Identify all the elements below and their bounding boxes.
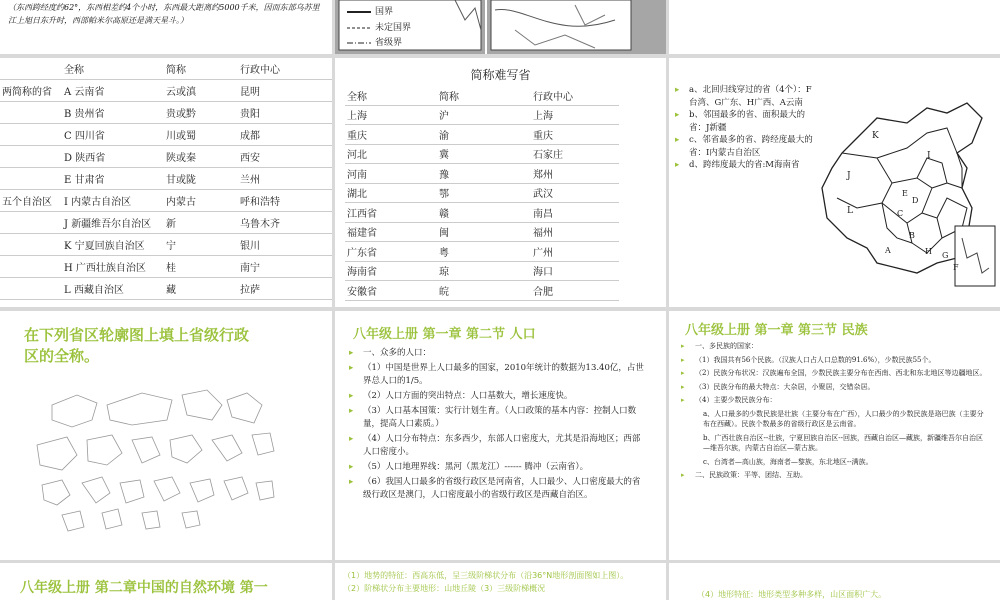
cell-capital: 上海 bbox=[531, 105, 619, 125]
slide-terrain bbox=[335, 563, 666, 600]
cell-full: 上海 bbox=[345, 105, 437, 125]
cell-abbr: 内蒙古 bbox=[164, 190, 238, 212]
cell-abbr: 闽 bbox=[437, 222, 531, 242]
map-label-b: B bbox=[909, 231, 915, 240]
extremes-list bbox=[675, 84, 813, 172]
map-label-e: E bbox=[902, 189, 908, 198]
table-row bbox=[345, 242, 619, 262]
group-label bbox=[0, 234, 62, 256]
cell-capital: 银川 bbox=[238, 234, 332, 256]
list-item: ▸ a、北回归线穿过的省（4个）：F台湾、G广东、H广西、A云南 bbox=[675, 85, 812, 108]
cell-abbr: 川或蜀 bbox=[164, 124, 238, 146]
cell-full: 福建省 bbox=[345, 222, 437, 242]
cell-abbr: 陕或秦 bbox=[164, 146, 238, 168]
slide-province-table bbox=[0, 58, 332, 307]
group-label: 两简称的省 bbox=[0, 80, 62, 102]
map-label-a: A bbox=[885, 246, 891, 255]
header-capital: 行政中心 bbox=[531, 86, 619, 105]
table-row bbox=[345, 105, 619, 125]
cell-full: E 甘肃省 bbox=[62, 168, 164, 190]
table-row bbox=[345, 125, 619, 145]
table-row bbox=[345, 261, 619, 281]
list-item: ▸ （4）主要少数民族分布： bbox=[681, 396, 777, 404]
list-item: ▸ （1）中国是世界上人口最多的国家，2010年统计的数据为13.40亿，占世界总人口的1/5。 bbox=[349, 363, 644, 386]
map-label-l: L bbox=[847, 206, 853, 216]
table-row bbox=[345, 222, 619, 242]
sub-list-item: b、广西壮族自治区--壮族，宁夏回族自治区--回族，西藏自治区—藏族，新疆维吾尔自治区—维吾尔族，内蒙古自治区—蒙古族。 bbox=[703, 433, 983, 452]
cell-abbr: 冀 bbox=[437, 144, 531, 164]
cell-capital: 福州 bbox=[531, 222, 619, 242]
map-label-c: C bbox=[897, 209, 904, 218]
list-item: ▸ 一、多民族的国家： bbox=[681, 342, 758, 350]
cell-full: K 宁夏回族自治区 bbox=[62, 234, 164, 256]
china-province-map bbox=[817, 88, 997, 288]
legend-national-border: 国界 bbox=[375, 7, 394, 17]
cell-full: 江西省 bbox=[345, 203, 437, 223]
map-label-g: G bbox=[942, 251, 949, 260]
cell-full: B 贵州省 bbox=[62, 102, 164, 124]
cell-capital: 海口 bbox=[531, 261, 619, 281]
group-label bbox=[0, 212, 62, 234]
cell-capital: 西安 bbox=[238, 146, 332, 168]
map-label-h: H bbox=[925, 247, 932, 256]
cell-abbr: 桂 bbox=[164, 256, 238, 278]
header-capital: 行政中心 bbox=[238, 58, 332, 80]
cell-abbr: 渝 bbox=[437, 125, 531, 145]
slide-blank-top bbox=[669, 0, 1000, 54]
cell-capital: 成都 bbox=[238, 124, 332, 146]
slide-title: 八年级上册 第一章 第三节 民族 bbox=[685, 323, 868, 338]
cell-full: 湖北 bbox=[345, 183, 437, 203]
header-abbreviation: 简称 bbox=[437, 86, 531, 105]
table-header-row bbox=[0, 58, 332, 80]
list-item: ▸ 一、众多的人口： bbox=[349, 348, 432, 358]
header-full-name: 全称 bbox=[345, 86, 437, 105]
cell-abbr: 云或滇 bbox=[164, 80, 238, 102]
cell-full: 海南省 bbox=[345, 261, 437, 281]
cell-full: 重庆 bbox=[345, 125, 437, 145]
slide-outline-exercise bbox=[0, 311, 332, 560]
list-item: ▸ （3）人口基本国策：实行计划生育。（人口政策的基本内容：控制人口数量，提高人口素质。） bbox=[349, 406, 637, 429]
cell-capital: 石家庄 bbox=[531, 144, 619, 164]
cell-capital: 南宁 bbox=[238, 256, 332, 278]
map-label-k: K bbox=[872, 131, 879, 141]
cell-abbr: 新 bbox=[164, 212, 238, 234]
population-list bbox=[349, 347, 645, 502]
cell-capital: 合肥 bbox=[531, 281, 619, 301]
cell-capital: 贵阳 bbox=[238, 102, 332, 124]
cell-abbr: 甘或陇 bbox=[164, 168, 238, 190]
cell-capital: 呼和浩特 bbox=[238, 190, 332, 212]
cell-capital: 兰州 bbox=[238, 168, 332, 190]
list-item: ▸ （5）人口地理界线：黑河（黑龙江）------ 腾冲（云南省）。 bbox=[349, 462, 589, 472]
cell-full: I 内蒙古自治区 bbox=[62, 190, 164, 212]
abbreviation-table bbox=[345, 86, 619, 301]
table-row bbox=[0, 80, 332, 102]
legend-undetermined-border: 未定国界 bbox=[375, 22, 412, 33]
table-row bbox=[345, 203, 619, 223]
province-outlines bbox=[22, 385, 282, 535]
map-label-j: J bbox=[847, 171, 851, 181]
cell-abbr: 沪 bbox=[437, 105, 531, 125]
sub-list-item: a、人口最多的少数民族是壮族（主要分布在广西），人口最少的少数民族是珞巴族（主要分布在西藏）。民族个数最多的省级行政区是云南省。 bbox=[703, 409, 984, 428]
cell-full: A 云南省 bbox=[62, 80, 164, 102]
table-row bbox=[345, 144, 619, 164]
slide-territory-note bbox=[0, 0, 332, 54]
cell-abbr: 宁 bbox=[164, 234, 238, 256]
cell-full: D 陕西省 bbox=[62, 146, 164, 168]
list-item: ▸ （6）我国人口最多的省级行政区是河南省，人口最少、人口密度最大的省级行政区是澳门，人口密度最小的省级行政区是西藏自治区。 bbox=[349, 477, 641, 500]
cell-capital: 南昌 bbox=[531, 203, 619, 223]
table-row bbox=[0, 102, 332, 124]
slide-ethnic-groups bbox=[669, 311, 1000, 560]
slide-landform-features bbox=[669, 563, 1000, 600]
slide-province-extremes bbox=[669, 58, 1000, 307]
table-header-row bbox=[345, 86, 619, 105]
list-item: ▸ （2）人口方面的突出特点：人口基数大，增长速度快。 bbox=[349, 391, 573, 401]
header-full-name: 全称 bbox=[62, 58, 164, 80]
cell-abbr: 琼 bbox=[437, 261, 531, 281]
table-row bbox=[0, 190, 332, 212]
slide-title: 在下列省区轮廓图上填上省级行政区的全称。 bbox=[24, 326, 250, 365]
table-row bbox=[345, 281, 619, 301]
table-row bbox=[345, 183, 619, 203]
legend-provincial-border: 省级界 bbox=[375, 38, 403, 48]
map-label-d: D bbox=[912, 196, 919, 205]
cell-capital: 重庆 bbox=[531, 125, 619, 145]
map-label-i: I bbox=[927, 151, 931, 161]
list-item: ▸ 二、民族政策：平等、团结、互助。 bbox=[681, 471, 807, 479]
slide-title: 八年级上册 第二章中国的自然环境 第一 bbox=[20, 580, 268, 596]
group-label: 五个自治区 bbox=[0, 190, 62, 212]
list-item: ▸ （4）人口分布特点：东多西少，东部人口密度大，尤其是沿海地区；西部人口密度小。 bbox=[349, 434, 641, 457]
map-label-f: F bbox=[953, 263, 959, 272]
list-item: ▸ （1）我国共有56个民族。（汉族人口占人口总数的91.6%），少数民族55个。 bbox=[681, 355, 936, 364]
cell-capital: 广州 bbox=[531, 242, 619, 262]
cell-full: J 新疆维吾尔自治区 bbox=[62, 212, 164, 234]
group-label bbox=[0, 124, 62, 146]
header-abbreviation: 简称 bbox=[164, 58, 238, 80]
table-row bbox=[0, 234, 332, 256]
group-label bbox=[0, 102, 62, 124]
cell-capital: 武汉 bbox=[531, 183, 619, 203]
group-label bbox=[0, 146, 62, 168]
territory-note-text: （东西跨经度约62°，东西相差约4个小时，东西最大距离约5000千米，因而东部乌苏里江上旭日东升时，西部帕米尔高原还是满天星斗。） bbox=[8, 3, 320, 25]
slide-population bbox=[335, 311, 666, 560]
slide-hard-abbreviations bbox=[335, 58, 666, 307]
cell-abbr: 豫 bbox=[437, 164, 531, 184]
list-item: ▸ c、邻省最多的省、跨经度最大的省：I内蒙古自治区 bbox=[675, 135, 813, 158]
table-row bbox=[0, 278, 332, 300]
terrain-line-1: （1）地势的特征：西高东低，呈三级阶梯状分布（沿36°N地形剖面图如上图）。 bbox=[343, 571, 629, 580]
cell-full: 河北 bbox=[345, 144, 437, 164]
slide-map-legend bbox=[335, 0, 666, 54]
cell-abbr: 藏 bbox=[164, 278, 238, 300]
ethnic-list bbox=[681, 341, 987, 481]
landform-text: （4）地形特征：地形类型多种多样，山区面积广大。 bbox=[697, 590, 887, 599]
cell-full: L 西藏自治区 bbox=[62, 278, 164, 300]
table-row bbox=[0, 168, 332, 190]
table-row bbox=[0, 256, 332, 278]
table-row bbox=[0, 212, 332, 234]
cell-abbr: 贵或黔 bbox=[164, 102, 238, 124]
list-item: ▸ （2）民族分布状况：汉族遍布全国，少数民族主要分布在西南、西北和东北地区等边疆地区。 bbox=[681, 369, 987, 377]
slide-natural-environment-title bbox=[0, 563, 332, 600]
group-label bbox=[0, 278, 62, 300]
cell-capital: 昆明 bbox=[238, 80, 332, 102]
cell-full: 广东省 bbox=[345, 242, 437, 262]
sub-list-item: c、台湾者—高山族，海南者—黎族，东北地区--满族。 bbox=[703, 457, 873, 466]
cell-capital: 乌鲁木齐 bbox=[238, 212, 332, 234]
province-table bbox=[0, 58, 332, 300]
cell-abbr: 赣 bbox=[437, 203, 531, 223]
cell-full: 安徽省 bbox=[345, 281, 437, 301]
table-row bbox=[345, 164, 619, 184]
table-row bbox=[0, 146, 332, 168]
cell-abbr: 皖 bbox=[437, 281, 531, 301]
list-item: ▸ b、邻国最多的省、面积最大的省：J新疆 bbox=[675, 110, 805, 133]
slide-title: 八年级上册 第一章 第二节 人口 bbox=[353, 327, 536, 342]
cell-capital: 郑州 bbox=[531, 164, 619, 184]
cell-capital: 拉萨 bbox=[238, 278, 332, 300]
cell-full: H 广西壮族自治区 bbox=[62, 256, 164, 278]
list-item: ▸ d、跨纬度最大的省:M海南省 bbox=[675, 160, 800, 170]
list-item: ▸ （3）民族分布的最大特点：大杂居，小聚居，交错杂居。 bbox=[681, 382, 875, 391]
slide-title: 简称难写省 bbox=[470, 68, 531, 82]
cell-abbr: 鄂 bbox=[437, 183, 531, 203]
terrain-line-2: （2）阶梯状分布主要地形：山地丘陵（3）三级阶梯概况 bbox=[343, 584, 546, 593]
cell-abbr: 粤 bbox=[437, 242, 531, 262]
cell-full: C 四川省 bbox=[62, 124, 164, 146]
cell-full: 河南 bbox=[345, 164, 437, 184]
group-label bbox=[0, 168, 62, 190]
table-row bbox=[0, 124, 332, 146]
group-label bbox=[0, 256, 62, 278]
